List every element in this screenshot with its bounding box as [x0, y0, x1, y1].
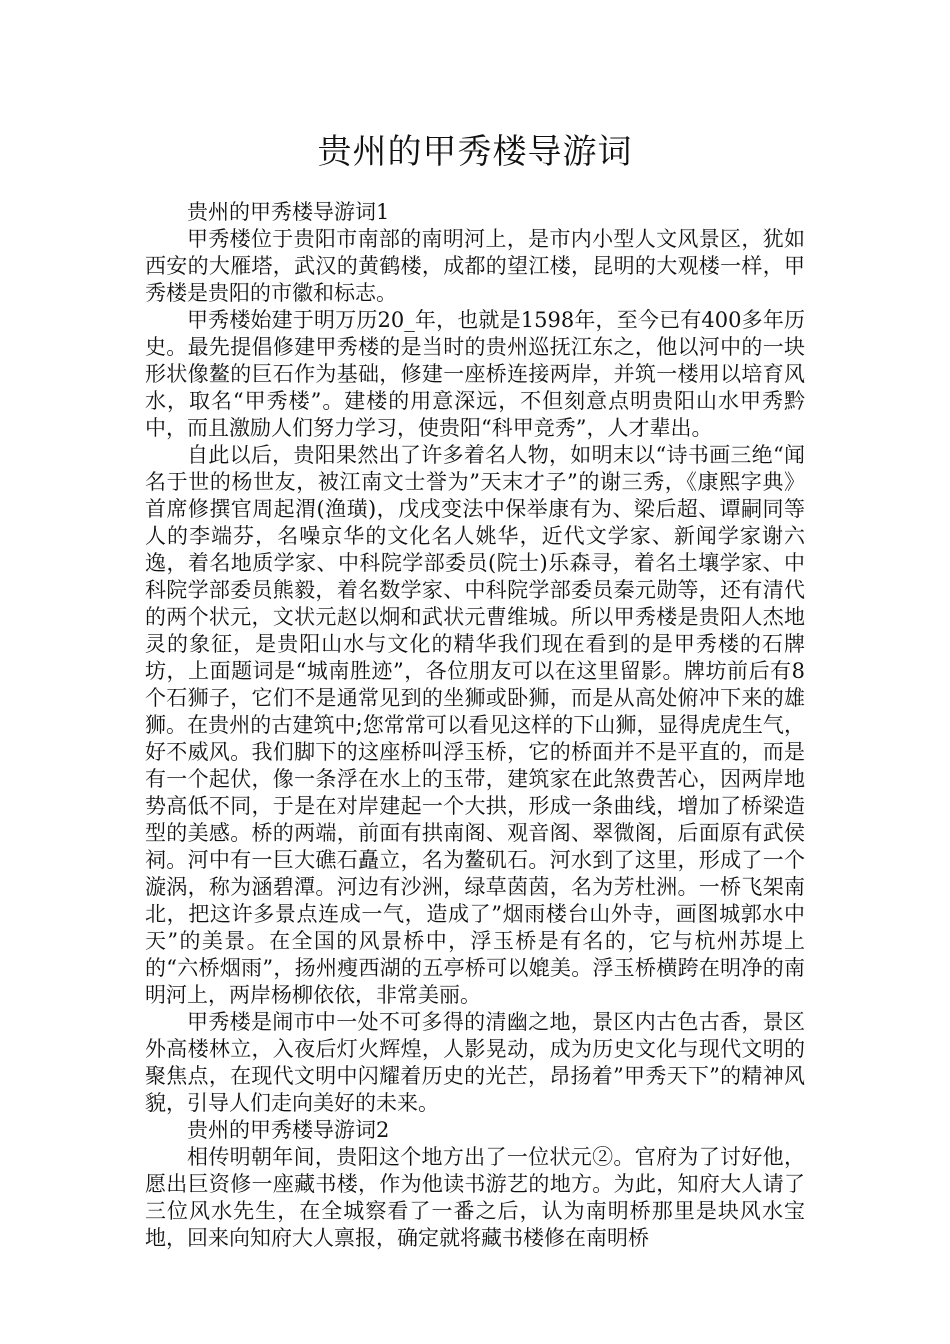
body-paragraph: 甲秀楼是闹市中一处不可多得的清幽之地，景区内古色古香，景区外高楼林立，入夜后灯火辉煌，人影晃动，成为历史文化与现代文明的聚焦点，在现代文明中闪耀着历史的光芒，昂扬着”甲秀天下”的精神风貌，引导人们走向美好的未来。 [145, 1010, 805, 1115]
body-paragraph: 甲秀楼位于贵阳市南部的南明河上，是市内小型人文风景区，犹如西安的大雁塔，武汉的黄鹤楼，成都的望江楼，昆明的大观楼一样，甲秀楼是贵阳的市徽和标志。 [145, 227, 805, 305]
body-paragraph: 甲秀楼始建于明万历20_年，也就是1598年，至今已有400多年历史。最先提倡修建甲秀楼的是当时的贵州巡抚江东之，他以河中的一块形状像鳌的巨石作为基础，修建一座桥连接两岸，并筑一楼用以培育风水，取名“甲秀楼”。建楼的用意深远，不但刻意点明贵阳山水甲秀黔中，而且激励人们努力学习，使贵阳“科甲竞秀”，人才辈出。 [145, 308, 805, 440]
body-paragraph: 自此以后，贵阳果然出了许多着名人物，如明末以“诗书画三绝“闻名于世的杨世友，被江南文士誉为”天末才子”的谢三秀，《康熙字典》首席修撰官周起渭(渔璜)，戊戌变法中保举康有为、梁后超、谭嗣同等人的李端芬，名噪京华的文化名人姚华，近代文学家、新闻学家谢六逸，着名地质学家、中科院学部委员(院士)乐森寻，着名土壤学家、中科院学部委员熊毅，着名数学家、中科院学部委员秦元勋等，还有清代的两个状元，文状元赵以炯和武状元曹维城。所以甲秀楼是贵阳人杰地灵的象征，是贵阳山水与文化的精华我们现在看到的是甲秀楼的石牌坊，上面题词是“城南胜迹”，各位朋友可以在这里留影。牌坊前后有8个石狮子，它们不是通常见到的坐狮或卧狮，而是从高处俯冲下来的雄狮。在贵州的古建筑中;您常常可以看见这样的下山狮，显得虎虎生气，好不威风。我们脚下的这座桥叫浮玉桥，它的桥面并不是平直的，而是有一个起伏，像一条浮在水上的玉带，建筑家在此煞费苦心，因两岸地势高低不同，于是在对岸建起一个大拱，形成一条曲线，增加了桥梁造型的美感。桥的两端，前面有拱南阁、观音阁、翠微阁，后面原有武侯祠。河中有一巨大礁石矗立，名为鳌矶石。河水到了这里，形成了一个漩涡，称为涵碧潭。河边有沙洲，绿草茵茵，名为芳杜洲。一桥飞架南北，把这许多景点连成一气，造成了”烟雨楼台山外寺，画图城郭水中天”的美景。在全国的风景桥中，浮玉桥是有名的，它与杭州苏堤上的“六桥烟雨”，扬州瘦西湖的五亭桥可以媲美。浮玉桥横跨在明净的南明河上，两岸杨柳依依，非常美丽。 [145, 443, 805, 1007]
document-title: 贵州的甲秀楼导游词 [317, 132, 633, 172]
body-paragraph: 相传明朝年间，贵阳这个地方出了一位状元②。官府为了讨好他，愿出巨资修一座藏书楼，作为他读书游艺的地方。为此，知府大人请了三位风水先生，在全城察看了一番之后，认为南明桥那里是块风水宝地，回来向知府大人禀报，确定就将藏书楼修在南明桥 [145, 1145, 805, 1250]
section-heading-2: 贵州的甲秀楼导游词2 [187, 1118, 390, 1142]
section-heading-1: 贵州的甲秀楼导游词1 [187, 200, 390, 224]
document-page [145, 0, 805, 1252]
document-body [145, 199, 805, 1252]
